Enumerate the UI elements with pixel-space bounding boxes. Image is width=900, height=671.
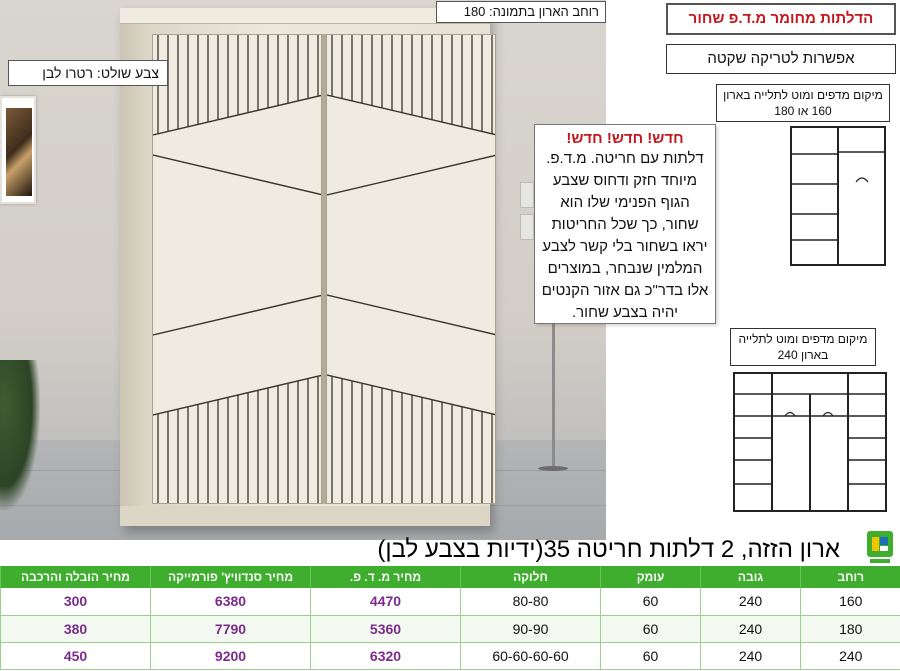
cell-depth: 60 (601, 588, 701, 615)
cell-division: 90-90 (461, 615, 601, 642)
callout-title: חדש! חדש! חדש! (566, 130, 684, 147)
wardrobe (120, 8, 490, 526)
cell-width: 180 (801, 615, 900, 642)
cell-height: 240 (701, 588, 801, 615)
cell-formica-price: 6380 (151, 588, 311, 615)
cell-division: 80-80 (461, 588, 601, 615)
cell-mdf-price: 6320 (311, 642, 461, 669)
layout-caption-240: מיקום מדפים ומוט לתלייה בארון 240 (730, 328, 876, 366)
soft-close-option: אפשרות לטריקה שקטה (666, 44, 896, 74)
interior-layout-diagram-240 (733, 372, 887, 512)
table-header-row (1, 566, 900, 588)
wall-socket (520, 182, 534, 208)
cell-delivery-price: 450 (1, 642, 151, 669)
callout-body: דלתות עם חריטה. מ.ד.פ. מיוחד חזק ודחוס שצבע הגוף הפנימי שלו הוא שחור, כך שכל החריטות יראו בשחור בלי קשר לצבע המלמין שנבחר, במוצרים אלו בדר"כ גם אזור הקנטים יהיה בצבע שחור. (541, 150, 709, 321)
cell-formica-price: 9200 (151, 642, 311, 669)
wardrobe-width-label: רוחב הארון בתמונה: 180 (436, 1, 606, 23)
new-feature-callout (534, 124, 716, 324)
table-row (1, 588, 900, 615)
sliding-door-left (152, 34, 322, 504)
cell-delivery-price: 380 (1, 615, 151, 642)
header-delivery-price: מחיר הובלה והרכבה (1, 566, 151, 588)
product-title: ארון הזזה, 2 דלתות חריטה 35(ידיות בצבע לבן) (377, 536, 840, 563)
price-table (0, 566, 900, 670)
table-row (1, 642, 900, 669)
wardrobe-top-trim (120, 8, 490, 24)
cell-formica-price: 7790 (151, 615, 311, 642)
header-mdf-price: מחיר מ. ד. פ. (311, 566, 461, 588)
header-division: חלוקה (461, 566, 601, 588)
layout-caption-160-180: מיקום מדפים ומוט לתלייה בארון 160 או 180 (716, 84, 890, 122)
cell-division: 60-60-60-60 (461, 642, 601, 669)
header-height: גובה (701, 566, 801, 588)
door-engraving-right (327, 35, 496, 504)
wall-picture (6, 108, 32, 196)
plant (0, 360, 40, 510)
cell-height: 240 (701, 642, 801, 669)
interior-layout-diagram-160-180 (790, 126, 886, 266)
header-formica-price: מחיר סנדוויץ' פורמייקה (151, 566, 311, 588)
floor-lamp (552, 320, 555, 470)
cell-mdf-price: 5360 (311, 615, 461, 642)
cell-height: 240 (701, 615, 801, 642)
cell-width: 160 (801, 588, 900, 615)
cell-delivery-price: 300 (1, 588, 151, 615)
wall-picture-frame (0, 96, 36, 204)
header-depth: עומק (601, 566, 701, 588)
cell-depth: 60 (601, 615, 701, 642)
material-note: הדלתות מחומר מ.ד.פ שחור (666, 3, 896, 35)
handle-color-label: צבע שולט: רטרו לבן (8, 60, 168, 86)
cell-mdf-price: 4470 (311, 588, 461, 615)
sliding-door-right (326, 34, 496, 504)
header-width: רוחב (801, 566, 900, 588)
cell-width: 240 (801, 642, 900, 669)
wardrobe-base (120, 506, 490, 526)
cell-depth: 60 (601, 642, 701, 669)
floor-lamp-base (538, 466, 568, 471)
brand-logo (866, 530, 894, 566)
wardrobe-side-panel (120, 24, 148, 526)
table-row (1, 615, 900, 642)
door-engraving-left (153, 35, 322, 504)
wall-socket (520, 214, 534, 240)
